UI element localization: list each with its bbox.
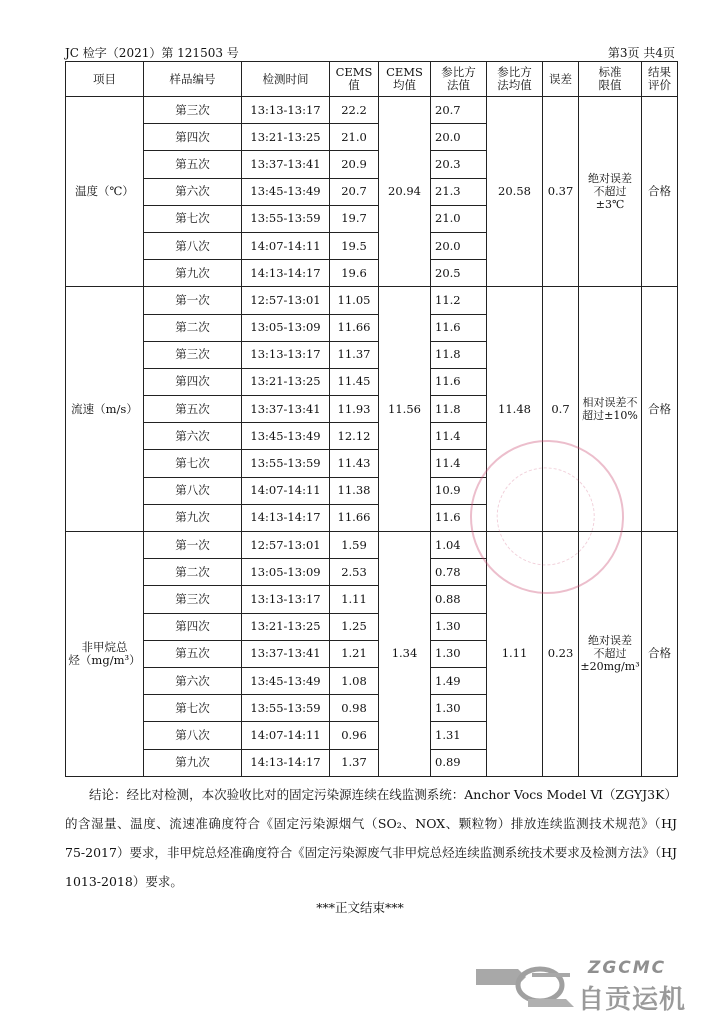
reference-value-cell: 1.04 [431, 532, 487, 559]
sample-cell: 第九次 [144, 749, 242, 776]
cems-mean-cell: 11.56 [379, 287, 431, 532]
limit-cell: 绝对误差 不超过 ±3℃ [579, 97, 642, 287]
time-cell: 13:05-13:09 [242, 559, 330, 586]
reference-value-cell: 20.0 [431, 124, 487, 151]
time-cell: 14:13-14:17 [242, 749, 330, 776]
watermark-logo [470, 955, 710, 1015]
sample-cell: 第四次 [144, 124, 242, 151]
time-cell: 13:05-13:09 [242, 314, 330, 341]
cems-value-cell: 1.59 [330, 532, 379, 559]
reference-value-cell: 20.7 [431, 97, 487, 124]
item-cell: 流速（m/s） [66, 287, 144, 532]
page-header [65, 42, 675, 62]
cems-value-cell: 22.2 [330, 97, 379, 124]
column-header: 项目 [66, 62, 144, 97]
reference-value-cell: 0.78 [431, 559, 487, 586]
reference-value-cell: 21.3 [431, 178, 487, 205]
cems-value-cell: 1.08 [330, 667, 379, 694]
sample-cell: 第三次 [144, 341, 242, 368]
limit-cell: 相对误差不 超过±10% [579, 287, 642, 532]
sample-cell: 第一次 [144, 532, 242, 559]
sample-cell: 第九次 [144, 504, 242, 531]
cems-value-cell: 20.9 [330, 151, 379, 178]
time-cell: 13:21-13:25 [242, 124, 330, 151]
reference-value-cell: 0.89 [431, 749, 487, 776]
time-cell: 13:13-13:17 [242, 97, 330, 124]
cems-value-cell: 1.37 [330, 749, 379, 776]
reference-value-cell: 11.6 [431, 504, 487, 531]
end-of-text-mark: ***正文结束*** [316, 900, 404, 915]
watermark-emblem-icon [470, 955, 580, 1011]
table-body [66, 97, 678, 777]
column-header: CEMS 值 [330, 62, 379, 97]
cems-value-cell: 2.53 [330, 559, 379, 586]
sample-cell: 第一次 [144, 287, 242, 314]
column-header: 参比方 法值 [431, 62, 487, 97]
reference-value-cell: 20.0 [431, 232, 487, 259]
cems-value-cell: 1.21 [330, 640, 379, 667]
table-header-row [66, 62, 678, 97]
cems-value-cell: 19.7 [330, 205, 379, 232]
item-cell: 非甲烷总 烃（mg/m³） [66, 532, 144, 777]
cems-value-cell: 11.05 [330, 287, 379, 314]
time-cell: 13:37-13:41 [242, 640, 330, 667]
cems-value-cell: 19.5 [330, 232, 379, 259]
time-cell: 14:07-14:11 [242, 477, 330, 504]
reference-value-cell: 20.5 [431, 260, 487, 287]
sample-cell: 第四次 [144, 613, 242, 640]
time-cell: 14:07-14:11 [242, 722, 330, 749]
time-cell: 14:13-14:17 [242, 260, 330, 287]
page-info: 第3页 共4页 [607, 46, 675, 60]
error-cell: 0.37 [543, 97, 579, 287]
reference-value-cell: 1.31 [431, 722, 487, 749]
sample-cell: 第六次 [144, 178, 242, 205]
error-cell: 0.23 [543, 532, 579, 777]
sample-cell: 第八次 [144, 722, 242, 749]
reference-value-cell: 11.6 [431, 314, 487, 341]
reference-value-cell: 20.3 [431, 151, 487, 178]
time-cell: 13:21-13:25 [242, 613, 330, 640]
time-cell: 13:45-13:49 [242, 423, 330, 450]
reference-value-cell: 11.4 [431, 423, 487, 450]
reference-value-cell: 0.88 [431, 586, 487, 613]
time-cell: 13:37-13:41 [242, 396, 330, 423]
reference-value-cell: 11.6 [431, 368, 487, 395]
comparison-table [65, 61, 678, 777]
sample-cell: 第九次 [144, 260, 242, 287]
cems-mean-cell: 1.34 [379, 532, 431, 777]
reference-mean-cell: 11.48 [487, 287, 543, 532]
time-cell: 13:45-13:49 [242, 178, 330, 205]
column-header: 标准 限值 [579, 62, 642, 97]
reference-mean-cell: 20.58 [487, 97, 543, 287]
sample-cell: 第八次 [144, 232, 242, 259]
conclusion-paragraph: 结论：经比对检测，本次验收比对的固定污染源连续在线监测系统：Anchor Vocs Model Ⅵ（ZGYJ3K）的含湿量、温度、流速准确度符合《固定污染源烟气（SO₂、NOX、颗粒物）排放连续监测技术规范》（HJ 75-2017）要求，非甲烷总烃准确度符合《固定污染源废气非甲烷总烃连续监测系统技术要求及检测方法》（HJ 1013-2018）要求。 [65, 787, 677, 889]
sample-cell: 第七次 [144, 205, 242, 232]
sample-cell: 第四次 [144, 368, 242, 395]
reference-mean-cell: 1.11 [487, 532, 543, 777]
sample-cell: 第七次 [144, 450, 242, 477]
result-cell: 合格 [642, 532, 678, 777]
cems-value-cell: 19.6 [330, 260, 379, 287]
sample-cell: 第五次 [144, 396, 242, 423]
cems-value-cell: 11.66 [330, 504, 379, 531]
cems-value-cell: 21.0 [330, 124, 379, 151]
column-header: 误差 [543, 62, 579, 97]
cems-value-cell: 12.12 [330, 423, 379, 450]
result-cell: 合格 [642, 97, 678, 287]
document-number: JC 检字（2021）第 121503 号 [65, 46, 239, 60]
cems-value-cell: 11.38 [330, 477, 379, 504]
reference-value-cell: 11.8 [431, 396, 487, 423]
cems-mean-cell: 20.94 [379, 97, 431, 287]
time-cell: 13:13-13:17 [242, 341, 330, 368]
cems-value-cell: 1.25 [330, 613, 379, 640]
sample-cell: 第六次 [144, 667, 242, 694]
cems-value-cell: 1.11 [330, 586, 379, 613]
time-cell: 12:57-13:01 [242, 532, 330, 559]
limit-cell: 绝对误差 不超过 ±20mg/m³ [579, 532, 642, 777]
reference-value-cell: 11.8 [431, 341, 487, 368]
reference-value-cell: 10.9 [431, 477, 487, 504]
sample-cell: 第二次 [144, 314, 242, 341]
watermark-latin-text: ZGCMC [588, 958, 667, 978]
item-cell: 温度（℃） [66, 97, 144, 287]
time-cell: 13:45-13:49 [242, 667, 330, 694]
column-header: 结果 评价 [642, 62, 678, 97]
time-cell: 13:21-13:25 [242, 368, 330, 395]
sample-cell: 第三次 [144, 586, 242, 613]
sample-cell: 第五次 [144, 640, 242, 667]
result-cell: 合格 [642, 287, 678, 532]
error-cell: 0.7 [543, 287, 579, 532]
time-cell: 13:55-13:59 [242, 450, 330, 477]
column-header: CEMS 均值 [379, 62, 431, 97]
time-cell: 13:55-13:59 [242, 205, 330, 232]
column-header: 检测时间 [242, 62, 330, 97]
column-header: 参比方 法均值 [487, 62, 543, 97]
sample-cell: 第二次 [144, 559, 242, 586]
column-header: 样品编号 [144, 62, 242, 97]
sample-cell: 第八次 [144, 477, 242, 504]
time-cell: 12:57-13:01 [242, 287, 330, 314]
cems-value-cell: 0.98 [330, 695, 379, 722]
cems-value-cell: 20.7 [330, 178, 379, 205]
table-row [66, 287, 678, 314]
watermark-cjk-text: 自贡运机 [578, 985, 687, 1015]
reference-value-cell: 21.0 [431, 205, 487, 232]
table-row [66, 97, 678, 124]
sample-cell: 第七次 [144, 695, 242, 722]
time-cell: 13:13-13:17 [242, 586, 330, 613]
time-cell: 13:55-13:59 [242, 695, 330, 722]
cems-value-cell: 11.43 [330, 450, 379, 477]
sample-cell: 第三次 [144, 97, 242, 124]
reference-value-cell: 1.30 [431, 695, 487, 722]
sample-cell: 第六次 [144, 423, 242, 450]
cems-value-cell: 11.37 [330, 341, 379, 368]
cems-value-cell: 11.66 [330, 314, 379, 341]
cems-value-cell: 0.96 [330, 722, 379, 749]
reference-value-cell: 11.4 [431, 450, 487, 477]
cems-value-cell: 11.45 [330, 368, 379, 395]
sample-cell: 第五次 [144, 151, 242, 178]
reference-value-cell: 1.30 [431, 640, 487, 667]
reference-value-cell: 1.30 [431, 613, 487, 640]
reference-value-cell: 1.49 [431, 667, 487, 694]
time-cell: 14:07-14:11 [242, 232, 330, 259]
cems-value-cell: 11.93 [330, 396, 379, 423]
time-cell: 13:37-13:41 [242, 151, 330, 178]
time-cell: 14:13-14:17 [242, 504, 330, 531]
reference-value-cell: 11.2 [431, 287, 487, 314]
